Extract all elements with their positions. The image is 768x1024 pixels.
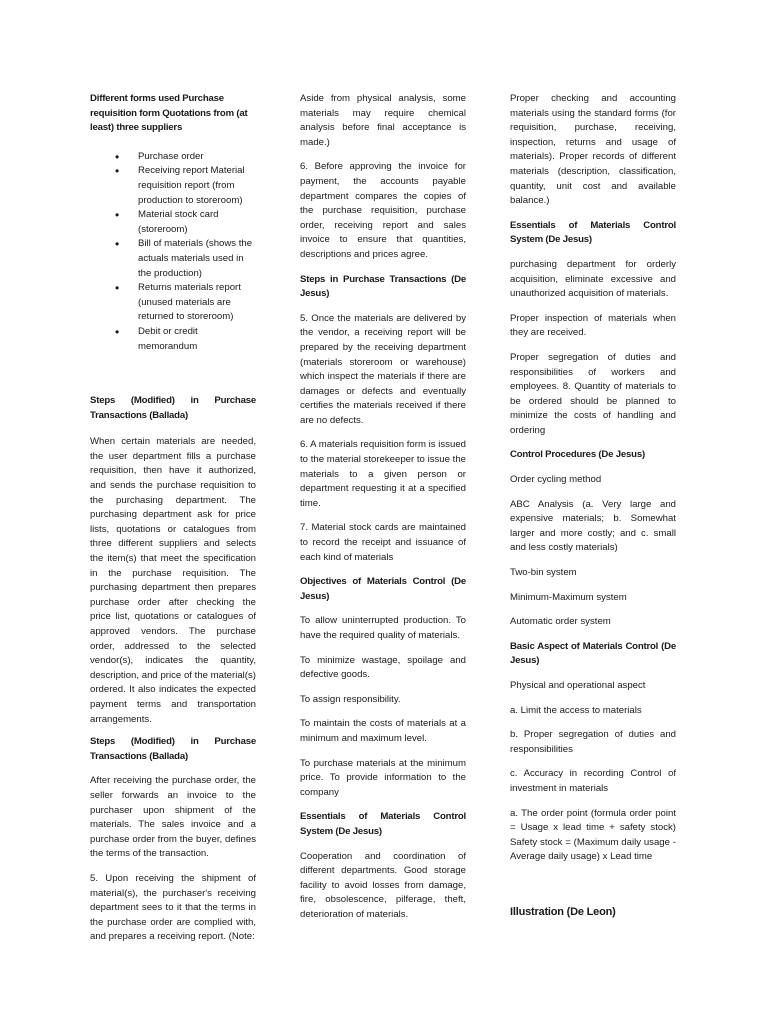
paragraph: 5. Upon receiving the shipment of material(s), the purchaser's receiving department sees to it that the terms in the purchase order are complied with, and prepares a receiving report. (Note:	[90, 872, 256, 943]
paragraph: Proper checking and accounting materials using the standard forms (for requisition, purchase, receiving, inspection, returns and usage of materials). Proper records of different materials (description, classification, quantity, unit cost and available balance.)	[510, 93, 676, 207]
objective-item: To maintain the costs of materials at a minimum and maximum level.	[300, 718, 466, 744]
heading-steps-ballada-2: Steps (Modified) in Purchase Transactions (Ballada)	[90, 736, 256, 762]
forms-list	[90, 150, 256, 354]
heading-illustration: Illustration (De Leon)	[510, 905, 616, 918]
paragraph: 7. Material stock cards are maintained to record the receipt and issuance of each kind of materials	[300, 522, 466, 563]
paragraph: 6. A materials requisition form is issued to the material storekeeper to issue the materials to a given person or department requesting it at a specified time.	[300, 439, 466, 509]
paragraph: When certain materials are needed, the user department fills a purchase requisition, then have it authorized, and sends the purchase requisition to the purchasing department. The purchasing department ask for price lists, quotations or catalogues from three different suppliers and selects the item(s) that meet the specification in the purchase requisition. The purchasing department then prepares purchase order after checking the price list, quotations or catalogues of approved vendors. The purchase order, addressed to the selected vendor(s), indicates the quantity, description, and price of the material(s) ordered. It also indicates the expected payment terms and transportation arrangements.	[90, 436, 256, 725]
heading-essentials: Essentials of Materials Control System (De Jesus)	[300, 811, 466, 837]
basic-item: a. Limit the access to materials	[510, 704, 642, 716]
heading-basic-aspect: Basic Aspect of Materials Control (De Jesus)	[510, 640, 676, 667]
paragraph: Cooperation and coordination of different departments. Good storage facility to avoid losses from damage, fire, obsolescence, pilferage, theft, deterioration of materials.	[300, 850, 466, 920]
paragraph: 6. Before approving the invoice for payment, the accounts payable department compares the copies of the purchase requisition, purchase order, receiving report and sales invoice to ensure that quantities, descriptions and prices agree.	[300, 161, 466, 260]
basic-item: a. The order point (formula order point = Usage x lead time + safety stock) Safety stock = (Maximum daily usage - Average daily usage) x Lead time	[510, 807, 676, 863]
paragraph: Proper inspection of materials when they are received.	[510, 312, 676, 339]
column-1	[90, 92, 256, 945]
basic-item: b. Proper segregation of duties and responsibilities	[510, 729, 676, 755]
objective-item: To purchase materials at the minimum price. To provide information to the company	[300, 757, 466, 798]
paragraph: Proper segregation of duties and responsibilities of workers and employees. 8. Quantity of materials to be ordered should be planned to minimize the costs of handling and ordering	[510, 351, 676, 436]
paragraph: Aside from physical analysis, some materials may require chemical analysis before final acceptance is made.)	[300, 93, 466, 148]
objective-item: To minimize wastage, spoilage and defective goods.	[300, 654, 466, 681]
objective-item: To assign responsibility.	[300, 693, 401, 705]
heading-objectives: Objectives of Materials Control (De Jesus)	[300, 576, 466, 602]
list-item: • Bill of materials (shows the actuals materials used in the production)	[90, 237, 256, 281]
column-2	[300, 92, 466, 923]
list-item: • Debit or credit memorandum	[90, 325, 256, 354]
procedure-item: Order cycling method	[510, 474, 602, 486]
procedure-item: Two-bin system	[510, 567, 577, 579]
list-item: • Returns materials report (unused materials are returned to storeroom)	[90, 281, 256, 325]
procedure-item: ABC Analysis (a. Very large and expensive materials; b. Somewhat larger and more costly; and c. small and less costly materials)	[510, 498, 676, 554]
list-item: • Material stock card (storeroom)	[90, 208, 256, 237]
paragraph: purchasing department for orderly acquisition, eliminate excessive and unauthorized acquisition of materials.	[510, 258, 676, 300]
heading-forms: Different forms used Purchase requisition form Quotations from (at least) three suppliers	[90, 93, 248, 134]
list-item: • Receiving report Material requisition report (from production to storeroom)	[90, 164, 256, 208]
heading-control-procedures: Control Procedures (De Jesus)	[510, 449, 645, 461]
heading-steps-ballada: Steps (Modified) in Purchase Transactions (Ballada)	[90, 395, 256, 421]
column-3	[510, 92, 676, 920]
basic-item: c. Accuracy in recording Control of investment in materials	[510, 768, 676, 794]
heading-essentials-2: Essentials of Materials Control System (De Jesus)	[510, 219, 676, 246]
procedure-item: Minimum-Maximum system	[510, 591, 627, 603]
objective-item: To allow uninterrupted production. To have the required quality of materials.	[300, 615, 466, 641]
basic-item: Physical and operational aspect	[510, 680, 646, 691]
paragraph: 5. Once the materials are delivered by the vendor, a receiving report will be prepared by the receiving department (materials storeroom or warehouse) which inspect the materials if there are damages or defects and eventually certifies the materials received if there are no defects.	[300, 312, 466, 426]
list-item: • Purchase order	[90, 150, 256, 165]
procedure-item: Automatic order system	[510, 616, 611, 628]
heading-steps-de-jesus: Steps in Purchase Transactions (De Jesus)	[300, 273, 466, 300]
paragraph: After receiving the purchase order, the seller forwards an invoice to the purchaser upon shipment of the materials. The sales invoice and a purchase order from the buyer, defines the terms of the transaction.	[90, 775, 256, 860]
